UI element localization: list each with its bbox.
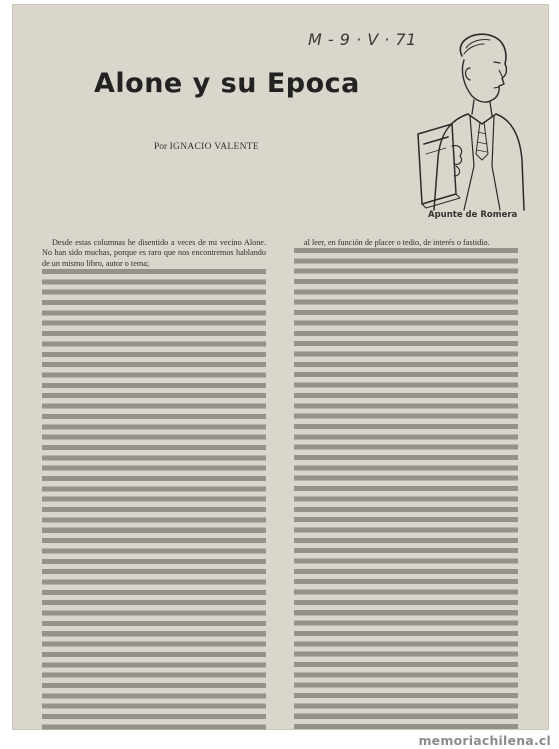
byline [154, 142, 259, 152]
byline-author: IGNACIO VALENTE [169, 142, 259, 152]
headline: Alone y su Epoca [94, 68, 360, 99]
article-column-left [42, 238, 266, 722]
column-opening-text: al leer, en función de placer o tedio, de interés o fastidio. [304, 238, 490, 247]
article-column-right [294, 238, 518, 722]
portrait-sketch-icon [404, 26, 528, 214]
newspaper-clipping [12, 4, 549, 730]
handwritten-date: M - 9 · V · 71 [308, 30, 417, 49]
article-body-text [42, 269, 266, 730]
illustration-caption: Apunte de Romera [428, 210, 518, 220]
byline-prefix: Por [154, 142, 168, 152]
column-opening-text: Desde estas columnas he disentido a veces de mi vecino Alone. No han sido muchas, porque es raro que nos encontremos hablando de un mismo libro, autor o tema; [42, 238, 266, 268]
article-body-text [294, 248, 518, 730]
site-watermark[interactable]: memoriachilena.cl [418, 733, 551, 748]
